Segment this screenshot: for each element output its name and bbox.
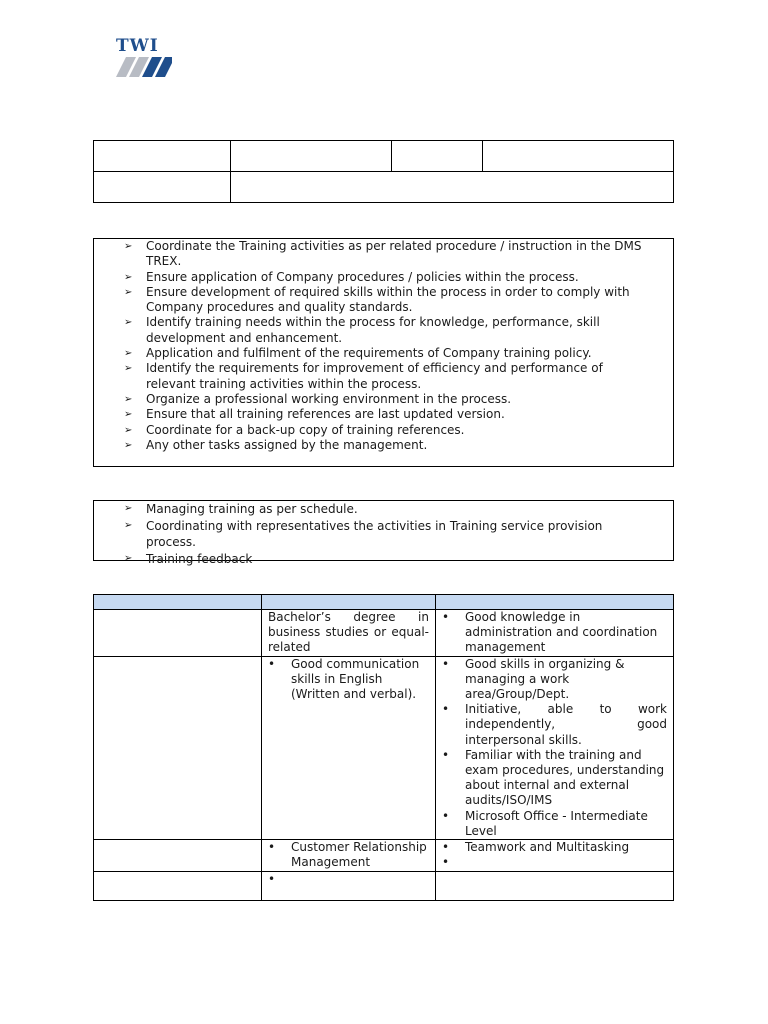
preferred-cell: [436, 656, 674, 839]
header-cell: [262, 595, 436, 610]
requirements-table: [93, 594, 674, 901]
arrow-bullet-icon: ➢: [124, 519, 133, 531]
row-label-cell: [94, 610, 262, 657]
arrow-bullet-icon: ➢: [124, 409, 133, 421]
list-item: ➢ Any other tasks assigned by the management.: [124, 437, 428, 452]
bullet-dot-icon: •: [268, 656, 276, 671]
required-cell: [262, 840, 436, 872]
list-item: ➢ Coordinate for a back-up copy of training references.: [124, 422, 465, 437]
preferred-cell: [436, 610, 674, 657]
preferred-cell: [436, 872, 674, 901]
required-cell: [262, 872, 436, 901]
header-cell: [483, 141, 674, 172]
required-cell: [262, 656, 436, 839]
list-item: ➢ Application and fulfilment of the requirements of Company training policy.: [124, 346, 592, 361]
table-row: [94, 656, 674, 839]
arrow-bullet-icon: ➢: [124, 439, 133, 451]
list-item: • Good skills in organizing & managing a work area/Group/Dept.: [442, 656, 625, 702]
arrow-bullet-icon: ➢: [124, 424, 133, 436]
list-item: • Teamwork and Multitasking: [442, 840, 630, 855]
arrow-bullet-icon: ➢: [124, 552, 133, 564]
arrow-bullet-icon: ➢: [124, 241, 133, 252]
arrow-bullet-icon: ➢: [124, 317, 133, 329]
list-item: • Good communication skills in English (Written and verbal).: [268, 656, 420, 702]
arrow-bullet-icon: ➢: [124, 393, 133, 405]
list-item: • Microsoft Office - Intermediate Level: [442, 808, 648, 838]
list-item: • Initiative, able to work independently, good interpersonal skills.: [442, 702, 667, 747]
bullet-dot-icon: •: [442, 747, 450, 762]
arrow-bullet-icon: ➢: [124, 363, 133, 375]
list-item: • Good knowledge in administration and coordination management: [442, 610, 658, 655]
list-item: ➢ Coordinating with representatives the activities in Training service provision process.: [124, 518, 603, 549]
list-item: ➢ Identify training needs within the process for knowledge, performance, skill development and enhancement.: [124, 315, 600, 345]
header-cell: [231, 172, 674, 203]
header-cell: [94, 595, 262, 610]
list-item: ➢ Organize a professional working environment in the process.: [124, 391, 512, 406]
header-cell: [392, 141, 483, 172]
logo-text: TWI: [116, 36, 159, 56]
list-item: ➢ Training feedback: [124, 551, 253, 566]
bullet-dot-icon: •: [442, 656, 450, 671]
row-label-cell: [94, 872, 262, 901]
education-required: Bachelor’s degree in business studies or equal-related: [268, 610, 429, 655]
table-row: [94, 610, 674, 657]
list-item: ➢ Identify the requirements for improvement of efficiency and performance of relevant training activities within the process.: [124, 361, 603, 391]
logo-stripes-graphic: [116, 57, 172, 79]
row-label-cell: [94, 656, 262, 839]
bullet-dot-icon: •: [442, 855, 450, 870]
arrow-bullet-icon: ➢: [124, 271, 133, 283]
required-cell: [262, 610, 436, 657]
list-item: ➢ Ensure that all training references are last updated version.: [124, 407, 505, 422]
bullet-dot-icon: •: [442, 840, 450, 855]
bullet-dot-icon: •: [268, 872, 276, 887]
company-logo: [116, 38, 176, 82]
job-header-table: [93, 140, 674, 203]
bullet-dot-icon: •: [442, 702, 450, 717]
header-cell: [436, 595, 674, 610]
table-row: [94, 872, 674, 901]
list-item: • Familiar with the training and exam procedures, understanding about internal and external audits/ISO/IMS: [442, 747, 665, 808]
header-cell: [94, 141, 231, 172]
table-row: [94, 840, 674, 872]
kpi-box: [93, 500, 674, 566]
list-item: • Customer Relationship Management: [268, 840, 427, 870]
list-item: ➢ Managing training as per schedule.: [124, 502, 358, 516]
preferred-cell: [436, 840, 674, 872]
arrow-bullet-icon: ➢: [124, 348, 133, 360]
bullet-dot-icon: •: [442, 610, 450, 624]
bullet-dot-icon: •: [442, 808, 450, 823]
arrow-bullet-icon: ➢: [124, 503, 133, 514]
header-cell: [231, 141, 392, 172]
list-item: ➢ Coordinate the Training activities as per related procedure / instruction in the DMS TREX.: [124, 239, 642, 269]
arrow-bullet-icon: ➢: [124, 286, 133, 298]
row-label-cell: [94, 840, 262, 872]
bullet-dot-icon: •: [268, 840, 276, 855]
responsibilities-box: [93, 238, 674, 467]
table-header-row: [94, 595, 674, 610]
header-cell: [94, 172, 231, 203]
list-item: ➢ Ensure application of Company procedures / policies within the process.: [124, 269, 579, 284]
list-item: ➢ Ensure development of required skills within the process in order to comply with Company procedures and quality standards.: [124, 284, 630, 315]
